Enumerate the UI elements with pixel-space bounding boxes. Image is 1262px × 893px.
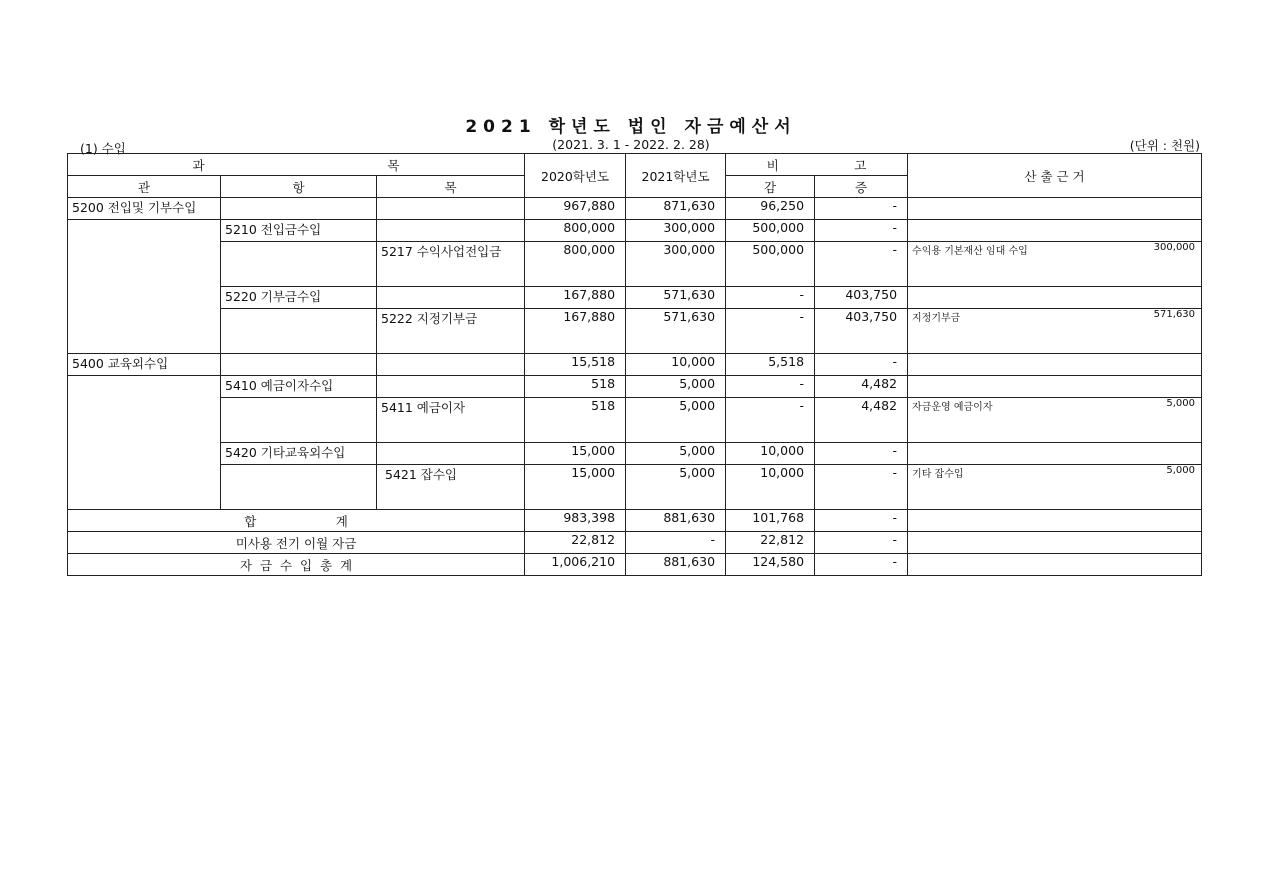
y2021-cell: 10,000 [626,354,726,376]
mok-cell [377,198,525,220]
header-jeung: 증 [815,176,908,198]
header-bigo: 비 고 [726,154,908,176]
budget-table [67,153,1202,576]
total-row [68,510,1202,532]
y2020-cell: 15,518 [525,354,626,376]
basis-amount: 5,000 [1166,465,1196,476]
gam-cell: 22,812 [726,532,815,554]
gam-cell: 96,250 [726,198,815,220]
carryover-label: 미사용 전기 이월 자금 [68,532,525,554]
jeung-cell: - [815,532,908,554]
hang-cell: 5220 기부금수입 [221,287,377,309]
hang-cell: 5410 예금이자수입 [221,376,377,398]
table-row [68,354,1202,376]
basis-cell [908,443,1202,465]
gam-cell: 500,000 [726,220,815,242]
period: (2021. 3. 1 - 2022. 2. 28) [552,137,710,152]
gam-cell: 500,000 [726,242,815,287]
gam-cell: 101,768 [726,510,815,532]
jeung-cell: - [815,554,908,576]
table-row [68,198,1202,220]
grand-total-label: 자 금 수 입 총 계 [68,554,525,576]
gam-cell: - [726,376,815,398]
mok-cell: 5411 예금이자 [377,398,525,443]
gwan-cell [68,376,221,510]
y2021-cell: 5,000 [626,443,726,465]
y2021-cell: 5,000 [626,376,726,398]
gam-cell: 5,518 [726,354,815,376]
header-hang: 항 [221,176,377,198]
basis-cell [908,242,1202,287]
unit-label: (단위 : 천원) [1129,138,1200,153]
header-2021: 2021학년도 [626,154,726,198]
y2021-cell: 571,630 [626,309,726,354]
y2020-cell: 1,006,210 [525,554,626,576]
jeung-cell: 403,750 [815,309,908,354]
hang-cell: 5420 기타교육외수입 [221,443,377,465]
y2021-cell: - [626,532,726,554]
gam-cell: - [726,309,815,354]
mok-cell [377,376,525,398]
y2020-cell: 167,880 [525,309,626,354]
header-gwan: 관 [68,176,221,198]
gam-cell: - [726,287,815,309]
header-mok: 목 [377,176,525,198]
basis-amount: 300,000 [1153,242,1196,253]
basis-cell [908,220,1202,242]
y2020-cell: 15,000 [525,443,626,465]
basis-cell [908,376,1202,398]
carryover-row [68,532,1202,554]
mok-cell [377,287,525,309]
y2020-cell: 22,812 [525,532,626,554]
gam-cell: - [726,398,815,443]
y2020-cell: 15,000 [525,465,626,510]
hang-cell [221,242,377,287]
y2020-cell: 967,880 [525,198,626,220]
hang-cell [221,198,377,220]
table-row [68,443,1202,465]
gwan-cell [68,220,221,354]
total-label: 합 계 [68,510,525,532]
y2020-cell: 518 [525,398,626,443]
jeung-cell: - [815,510,908,532]
y2020-cell: 518 [525,376,626,398]
basis-cell [908,287,1202,309]
y2021-cell: 571,630 [626,287,726,309]
table-row [68,376,1202,398]
y2021-cell: 300,000 [626,242,726,287]
table-row [68,287,1202,309]
basis-cell [908,554,1202,576]
basis-cell [908,354,1202,376]
basis-cell [908,465,1202,510]
header-row-1 [68,154,1202,176]
gwan-cell: 5400 교육외수입 [68,354,221,376]
y2021-cell: 881,630 [626,510,726,532]
basis-amount: 5,000 [1166,398,1196,409]
jeung-cell: 4,482 [815,398,908,443]
gam-cell: 10,000 [726,465,815,510]
basis-amount: 571,630 [1153,309,1196,320]
jeung-cell: 403,750 [815,287,908,309]
basis-cell [908,510,1202,532]
y2021-cell: 5,000 [626,398,726,443]
mok-cell: 5217 수익사업전입금 [377,242,525,287]
mok-cell [377,443,525,465]
y2021-cell: 881,630 [626,554,726,576]
basis-text: 기타 잡수입 [912,469,964,480]
table-row [68,465,1202,510]
header-2020: 2020학년도 [525,154,626,198]
gam-cell: 124,580 [726,554,815,576]
header-gam: 감 [726,176,815,198]
hang-cell [221,465,377,510]
y2021-cell: 300,000 [626,220,726,242]
y2021-cell: 5,000 [626,465,726,510]
gwan-cell: 5200 전입및 기부수입 [68,198,221,220]
header-gwamok: 과 목 [68,154,525,176]
mok-cell: 5421 잡수입 [377,465,525,510]
header-basis: 산 출 근 거 [908,154,1202,198]
basis-cell [908,398,1202,443]
jeung-cell: - [815,198,908,220]
basis-cell [908,532,1202,554]
hang-cell [221,354,377,376]
page-title: 2021 학년도 법인 자금예산서 [465,117,797,137]
jeung-cell: - [815,242,908,287]
basis-text: 자금운영 예금이자 [912,402,993,413]
table-row [68,398,1202,443]
y2020-cell: 800,000 [525,220,626,242]
hang-cell [221,309,377,354]
table-row [68,309,1202,354]
gam-cell: 10,000 [726,443,815,465]
mok-cell: 5222 지정기부금 [377,309,525,354]
jeung-cell: 4,482 [815,376,908,398]
basis-text: 수익용 기본재산 임대 수입 [912,246,1028,257]
basis-cell [908,309,1202,354]
jeung-cell: - [815,354,908,376]
section-label: (1) 수입 [80,141,126,156]
jeung-cell: - [815,220,908,242]
table-row [68,242,1202,287]
y2021-cell: 871,630 [626,198,726,220]
hang-cell [221,398,377,443]
y2020-cell: 983,398 [525,510,626,532]
basis-cell [908,198,1202,220]
jeung-cell: - [815,465,908,510]
table-row [68,220,1202,242]
y2020-cell: 800,000 [525,242,626,287]
y2020-cell: 167,880 [525,287,626,309]
hang-cell: 5210 전입금수입 [221,220,377,242]
mok-cell [377,354,525,376]
basis-text: 지정기부금 [912,313,961,324]
grand-total-row [68,554,1202,576]
jeung-cell: - [815,443,908,465]
mok-cell [377,220,525,242]
